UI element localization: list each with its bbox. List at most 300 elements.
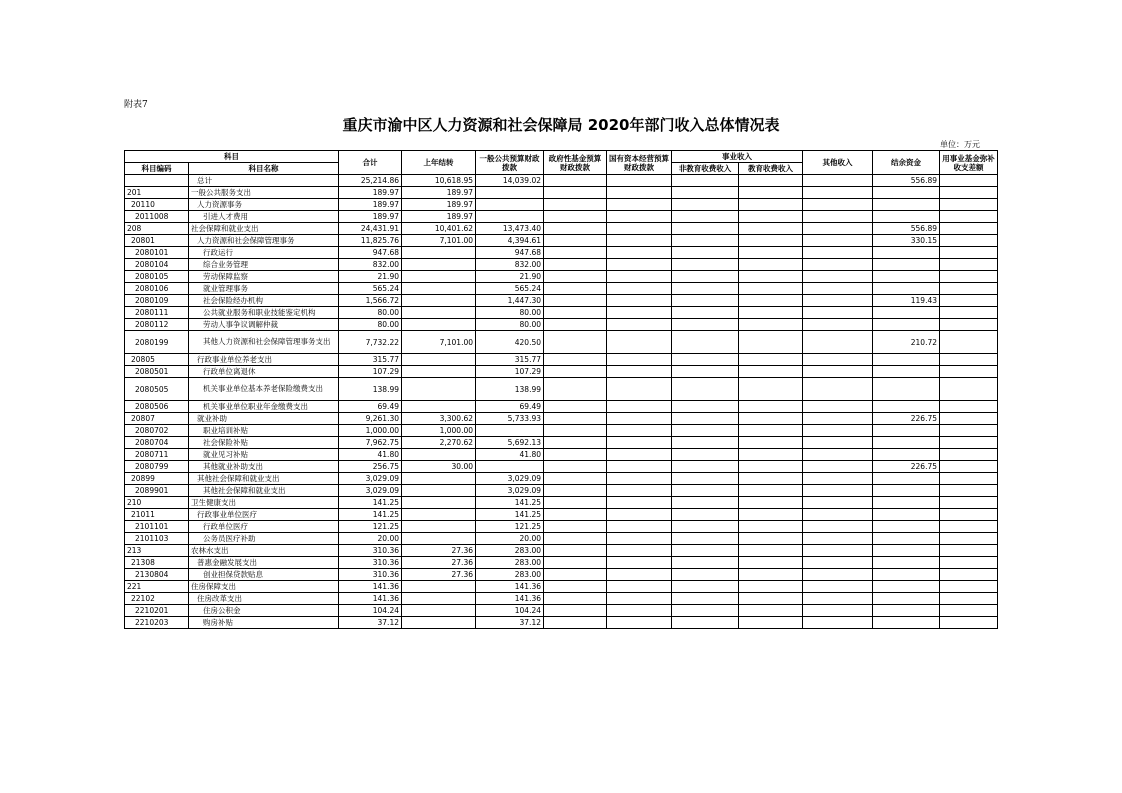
row-edu-fee <box>739 461 803 473</box>
header-edu-fee: 教育收费收入 <box>739 163 803 175</box>
row-other-income <box>803 485 873 497</box>
row-balance-funds <box>873 473 940 485</box>
row-edu-fee <box>739 175 803 187</box>
row-non-edu-fee <box>672 271 739 283</box>
row-carryover: 27.36 <box>402 569 476 581</box>
row-edu-fee <box>739 354 803 366</box>
row-general-budget: 80.00 <box>476 319 544 331</box>
row-carryover: 30.00 <box>402 461 476 473</box>
row-non-edu-fee <box>672 223 739 235</box>
row-carryover <box>402 295 476 307</box>
row-carryover <box>402 271 476 283</box>
table-row <box>125 461 998 473</box>
row-total: 256.75 <box>339 461 402 473</box>
row-fund-makeup <box>940 366 998 378</box>
row-general-budget: 3,029.09 <box>476 485 544 497</box>
row-other-income <box>803 319 873 331</box>
row-gov-fund <box>544 533 607 545</box>
row-fund-makeup <box>940 235 998 247</box>
row-general-budget: 14,039.02 <box>476 175 544 187</box>
row-code: 2080501 <box>125 366 189 378</box>
row-non-edu-fee <box>672 617 739 629</box>
row-balance-funds: 226.75 <box>873 461 940 473</box>
row-carryover <box>402 366 476 378</box>
row-total: 11,825.76 <box>339 235 402 247</box>
row-gov-fund <box>544 581 607 593</box>
row-other-income <box>803 533 873 545</box>
row-total: 141.25 <box>339 497 402 509</box>
row-general-budget: 947.68 <box>476 247 544 259</box>
row-name: 其他就业补助支出 <box>189 461 339 473</box>
row-other-income <box>803 283 873 295</box>
table-row <box>125 199 998 211</box>
row-fund-makeup <box>940 247 998 259</box>
row-edu-fee <box>739 199 803 211</box>
row-general-budget: 141.36 <box>476 593 544 605</box>
row-fund-makeup <box>940 331 998 354</box>
row-total: 104.24 <box>339 605 402 617</box>
row-state-capital <box>607 485 672 497</box>
row-carryover: 10,401.62 <box>402 223 476 235</box>
row-state-capital <box>607 211 672 223</box>
row-fund-makeup <box>940 605 998 617</box>
row-name: 社会保险补贴 <box>189 437 339 449</box>
row-state-capital <box>607 175 672 187</box>
row-gov-fund <box>544 378 607 401</box>
row-carryover: 189.97 <box>402 211 476 223</box>
row-edu-fee <box>739 569 803 581</box>
row-edu-fee <box>739 617 803 629</box>
row-edu-fee <box>739 497 803 509</box>
row-total: 138.99 <box>339 378 402 401</box>
row-state-capital <box>607 569 672 581</box>
row-general-budget: 3,029.09 <box>476 473 544 485</box>
row-name: 人力资源事务 <box>189 199 339 211</box>
row-gov-fund <box>544 425 607 437</box>
row-non-edu-fee <box>672 235 739 247</box>
row-non-edu-fee <box>672 307 739 319</box>
row-gov-fund <box>544 366 607 378</box>
row-name: 劳动保障监察 <box>189 271 339 283</box>
row-edu-fee <box>739 509 803 521</box>
row-fund-makeup <box>940 175 998 187</box>
row-general-budget <box>476 199 544 211</box>
header-other-income: 其他收入 <box>803 151 873 175</box>
row-fund-makeup <box>940 473 998 485</box>
row-carryover <box>402 247 476 259</box>
row-carryover: 189.97 <box>402 187 476 199</box>
row-name: 综合业务管理 <box>189 259 339 271</box>
row-balance-funds <box>873 521 940 533</box>
row-code: 2080711 <box>125 449 189 461</box>
table-row <box>125 175 998 187</box>
row-balance-funds <box>873 497 940 509</box>
row-fund-makeup <box>940 354 998 366</box>
row-non-edu-fee <box>672 319 739 331</box>
row-fund-makeup <box>940 271 998 283</box>
row-edu-fee <box>739 449 803 461</box>
row-code: 20110 <box>125 199 189 211</box>
row-name: 行政单位医疗 <box>189 521 339 533</box>
row-other-income <box>803 271 873 283</box>
row-carryover: 7,101.00 <box>402 331 476 354</box>
row-fund-makeup <box>940 617 998 629</box>
header-carryover: 上年结转 <box>402 151 476 175</box>
row-general-budget <box>476 187 544 199</box>
row-edu-fee <box>739 331 803 354</box>
row-other-income <box>803 295 873 307</box>
row-fund-makeup <box>940 259 998 271</box>
row-code: 2080505 <box>125 378 189 401</box>
row-code: 208 <box>125 223 189 235</box>
row-state-capital <box>607 378 672 401</box>
row-gov-fund <box>544 319 607 331</box>
row-fund-makeup <box>940 557 998 569</box>
row-total: 3,029.09 <box>339 485 402 497</box>
row-name: 职业培训补贴 <box>189 425 339 437</box>
row-other-income <box>803 331 873 354</box>
page-title: 重庆市渝中区人力资源和社会保障局 2020年部门收入总体情况表 <box>342 116 780 134</box>
row-name: 行政事业单位医疗 <box>189 509 339 521</box>
row-gov-fund <box>544 271 607 283</box>
row-general-budget: 315.77 <box>476 354 544 366</box>
table-row <box>125 378 998 401</box>
row-edu-fee <box>739 187 803 199</box>
row-non-edu-fee <box>672 605 739 617</box>
row-balance-funds <box>873 617 940 629</box>
row-name: 住房公积金 <box>189 605 339 617</box>
row-carryover <box>402 485 476 497</box>
row-carryover: 3,300.62 <box>402 413 476 425</box>
row-code: 2080702 <box>125 425 189 437</box>
table-row <box>125 354 998 366</box>
row-general-budget: 121.25 <box>476 521 544 533</box>
row-gov-fund <box>544 497 607 509</box>
row-general-budget: 283.00 <box>476 557 544 569</box>
row-name: 农林水支出 <box>189 545 339 557</box>
row-non-edu-fee <box>672 473 739 485</box>
row-carryover <box>402 283 476 295</box>
row-gov-fund <box>544 557 607 569</box>
row-state-capital <box>607 283 672 295</box>
row-other-income <box>803 259 873 271</box>
table-row <box>125 485 998 497</box>
row-code: 21011 <box>125 509 189 521</box>
row-gov-fund <box>544 259 607 271</box>
row-general-budget: 141.25 <box>476 509 544 521</box>
row-code: 2080506 <box>125 401 189 413</box>
row-fund-makeup <box>940 509 998 521</box>
row-code: 2080111 <box>125 307 189 319</box>
row-total: 21.90 <box>339 271 402 283</box>
row-code: 20899 <box>125 473 189 485</box>
row-code: 2080101 <box>125 247 189 259</box>
row-non-edu-fee <box>672 175 739 187</box>
row-state-capital <box>607 473 672 485</box>
row-other-income <box>803 461 873 473</box>
row-state-capital <box>607 413 672 425</box>
row-state-capital <box>607 319 672 331</box>
row-name: 创业担保贷款贴息 <box>189 569 339 581</box>
row-non-edu-fee <box>672 259 739 271</box>
row-general-budget: 283.00 <box>476 569 544 581</box>
row-name: 普惠金融发展支出 <box>189 557 339 569</box>
row-general-budget: 20.00 <box>476 533 544 545</box>
row-balance-funds <box>873 581 940 593</box>
row-name: 公共就业服务和职业技能鉴定机构 <box>189 307 339 319</box>
row-state-capital <box>607 235 672 247</box>
row-general-budget: 1,447.30 <box>476 295 544 307</box>
row-total: 24,431.91 <box>339 223 402 235</box>
row-balance-funds: 556.89 <box>873 223 940 235</box>
row-fund-makeup <box>940 211 998 223</box>
row-gov-fund <box>544 461 607 473</box>
row-gov-fund <box>544 187 607 199</box>
row-edu-fee <box>739 413 803 425</box>
row-gov-fund <box>544 283 607 295</box>
row-total: 80.00 <box>339 319 402 331</box>
row-general-budget: 21.90 <box>476 271 544 283</box>
table-row <box>125 437 998 449</box>
table-row <box>125 581 998 593</box>
row-code: 2101101 <box>125 521 189 533</box>
row-gov-fund <box>544 485 607 497</box>
row-total: 310.36 <box>339 569 402 581</box>
table-row <box>125 331 998 354</box>
table-row <box>125 401 998 413</box>
row-total: 947.68 <box>339 247 402 259</box>
row-state-capital <box>607 247 672 259</box>
row-code: 213 <box>125 545 189 557</box>
row-name: 公务员医疗补助 <box>189 533 339 545</box>
row-name: 购房补贴 <box>189 617 339 629</box>
table-row <box>125 473 998 485</box>
row-balance-funds <box>873 378 940 401</box>
row-total: 310.36 <box>339 545 402 557</box>
row-balance-funds <box>873 247 940 259</box>
table-row <box>125 271 998 283</box>
row-name: 卫生健康支出 <box>189 497 339 509</box>
row-name: 行政运行 <box>189 247 339 259</box>
row-carryover <box>402 401 476 413</box>
row-edu-fee <box>739 485 803 497</box>
header-general-budget: 一般公共预算财政拨款 <box>476 151 544 175</box>
row-balance-funds <box>873 485 940 497</box>
row-other-income <box>803 401 873 413</box>
row-total: 121.25 <box>339 521 402 533</box>
row-code: 2080104 <box>125 259 189 271</box>
row-edu-fee <box>739 235 803 247</box>
row-non-edu-fee <box>672 331 739 354</box>
row-carryover <box>402 473 476 485</box>
row-other-income <box>803 545 873 557</box>
row-code: 210 <box>125 497 189 509</box>
row-gov-fund <box>544 473 607 485</box>
table-row <box>125 283 998 295</box>
row-non-edu-fee <box>672 354 739 366</box>
row-general-budget: 5,733.93 <box>476 413 544 425</box>
table-row <box>125 187 998 199</box>
row-fund-makeup <box>940 425 998 437</box>
table-row <box>125 366 998 378</box>
row-general-budget: 565.24 <box>476 283 544 295</box>
table-row <box>125 509 998 521</box>
row-general-budget: 420.50 <box>476 331 544 354</box>
row-non-edu-fee <box>672 283 739 295</box>
row-code: 2210201 <box>125 605 189 617</box>
row-total: 141.25 <box>339 509 402 521</box>
row-carryover <box>402 307 476 319</box>
row-balance-funds <box>873 211 940 223</box>
row-state-capital <box>607 593 672 605</box>
row-balance-funds <box>873 271 940 283</box>
row-state-capital <box>607 521 672 533</box>
row-general-budget: 138.99 <box>476 378 544 401</box>
row-balance-funds <box>873 283 940 295</box>
row-balance-funds <box>873 569 940 581</box>
row-code: 2080106 <box>125 283 189 295</box>
table-row <box>125 545 998 557</box>
row-other-income <box>803 497 873 509</box>
row-state-capital <box>607 533 672 545</box>
row-edu-fee <box>739 437 803 449</box>
row-non-edu-fee <box>672 199 739 211</box>
row-carryover <box>402 605 476 617</box>
header-name: 科目名称 <box>189 163 339 175</box>
row-non-edu-fee <box>672 581 739 593</box>
row-state-capital <box>607 581 672 593</box>
row-edu-fee <box>739 533 803 545</box>
row-edu-fee <box>739 307 803 319</box>
row-state-capital <box>607 605 672 617</box>
row-carryover <box>402 497 476 509</box>
row-gov-fund <box>544 413 607 425</box>
row-state-capital <box>607 259 672 271</box>
row-total: 189.97 <box>339 199 402 211</box>
table-row <box>125 425 998 437</box>
table-row <box>125 319 998 331</box>
row-other-income <box>803 211 873 223</box>
row-edu-fee <box>739 211 803 223</box>
row-fund-makeup <box>940 199 998 211</box>
row-edu-fee <box>739 593 803 605</box>
row-gov-fund <box>544 354 607 366</box>
row-general-budget: 69.49 <box>476 401 544 413</box>
row-edu-fee <box>739 319 803 331</box>
row-gov-fund <box>544 569 607 581</box>
row-state-capital <box>607 199 672 211</box>
header-subject: 科目 <box>125 151 339 163</box>
row-non-edu-fee <box>672 533 739 545</box>
row-carryover <box>402 378 476 401</box>
row-carryover: 7,101.00 <box>402 235 476 247</box>
row-edu-fee <box>739 366 803 378</box>
row-carryover <box>402 354 476 366</box>
row-carryover: 189.97 <box>402 199 476 211</box>
row-code: 2080199 <box>125 331 189 354</box>
row-general-budget: 41.80 <box>476 449 544 461</box>
row-state-capital <box>607 295 672 307</box>
row-state-capital <box>607 401 672 413</box>
row-name: 就业管理事务 <box>189 283 339 295</box>
row-carryover <box>402 449 476 461</box>
row-carryover <box>402 593 476 605</box>
row-state-capital <box>607 223 672 235</box>
row-gov-fund <box>544 211 607 223</box>
row-fund-makeup <box>940 223 998 235</box>
row-code: 2089901 <box>125 485 189 497</box>
row-total: 41.80 <box>339 449 402 461</box>
header-non-edu-fee: 非教育收费收入 <box>672 163 739 175</box>
table-row <box>125 593 998 605</box>
row-other-income <box>803 175 873 187</box>
row-balance-funds <box>873 557 940 569</box>
row-carryover <box>402 617 476 629</box>
row-edu-fee <box>739 223 803 235</box>
row-fund-makeup <box>940 449 998 461</box>
row-code: 20807 <box>125 413 189 425</box>
row-balance-funds: 556.89 <box>873 175 940 187</box>
row-non-edu-fee <box>672 187 739 199</box>
row-name: 行政事业单位养老支出 <box>189 354 339 366</box>
row-total: 107.29 <box>339 366 402 378</box>
row-edu-fee <box>739 545 803 557</box>
header-balance-funds: 结余资金 <box>873 151 940 175</box>
row-non-edu-fee <box>672 425 739 437</box>
row-non-edu-fee <box>672 366 739 378</box>
table-row <box>125 605 998 617</box>
row-fund-makeup <box>940 533 998 545</box>
row-other-income <box>803 617 873 629</box>
row-carryover: 10,618.95 <box>402 175 476 187</box>
row-balance-funds: 226.75 <box>873 413 940 425</box>
row-general-budget: 104.24 <box>476 605 544 617</box>
row-non-edu-fee <box>672 485 739 497</box>
table-row <box>125 247 998 259</box>
row-non-edu-fee <box>672 211 739 223</box>
table-row <box>125 235 998 247</box>
row-balance-funds <box>873 319 940 331</box>
row-fund-makeup <box>940 521 998 533</box>
row-gov-fund <box>544 509 607 521</box>
row-balance-funds <box>873 307 940 319</box>
row-other-income <box>803 449 873 461</box>
row-gov-fund <box>544 401 607 413</box>
table-row <box>125 497 998 509</box>
row-state-capital <box>607 331 672 354</box>
row-name: 住房保障支出 <box>189 581 339 593</box>
row-total: 7,962.75 <box>339 437 402 449</box>
row-other-income <box>803 247 873 259</box>
row-name: 社会保险经办机构 <box>189 295 339 307</box>
header-total: 合计 <box>339 151 402 175</box>
row-code: 2080704 <box>125 437 189 449</box>
row-name: 机关事业单位基本养老保险缴费支出 <box>189 378 339 401</box>
row-state-capital <box>607 449 672 461</box>
row-general-budget: 141.25 <box>476 497 544 509</box>
row-carryover: 1,000.00 <box>402 425 476 437</box>
row-general-budget <box>476 211 544 223</box>
row-state-capital <box>607 271 672 283</box>
row-other-income <box>803 413 873 425</box>
table-row <box>125 449 998 461</box>
table-row <box>125 617 998 629</box>
row-name: 就业补助 <box>189 413 339 425</box>
row-non-edu-fee <box>672 569 739 581</box>
row-non-edu-fee <box>672 545 739 557</box>
row-total: 189.97 <box>339 187 402 199</box>
row-edu-fee <box>739 557 803 569</box>
